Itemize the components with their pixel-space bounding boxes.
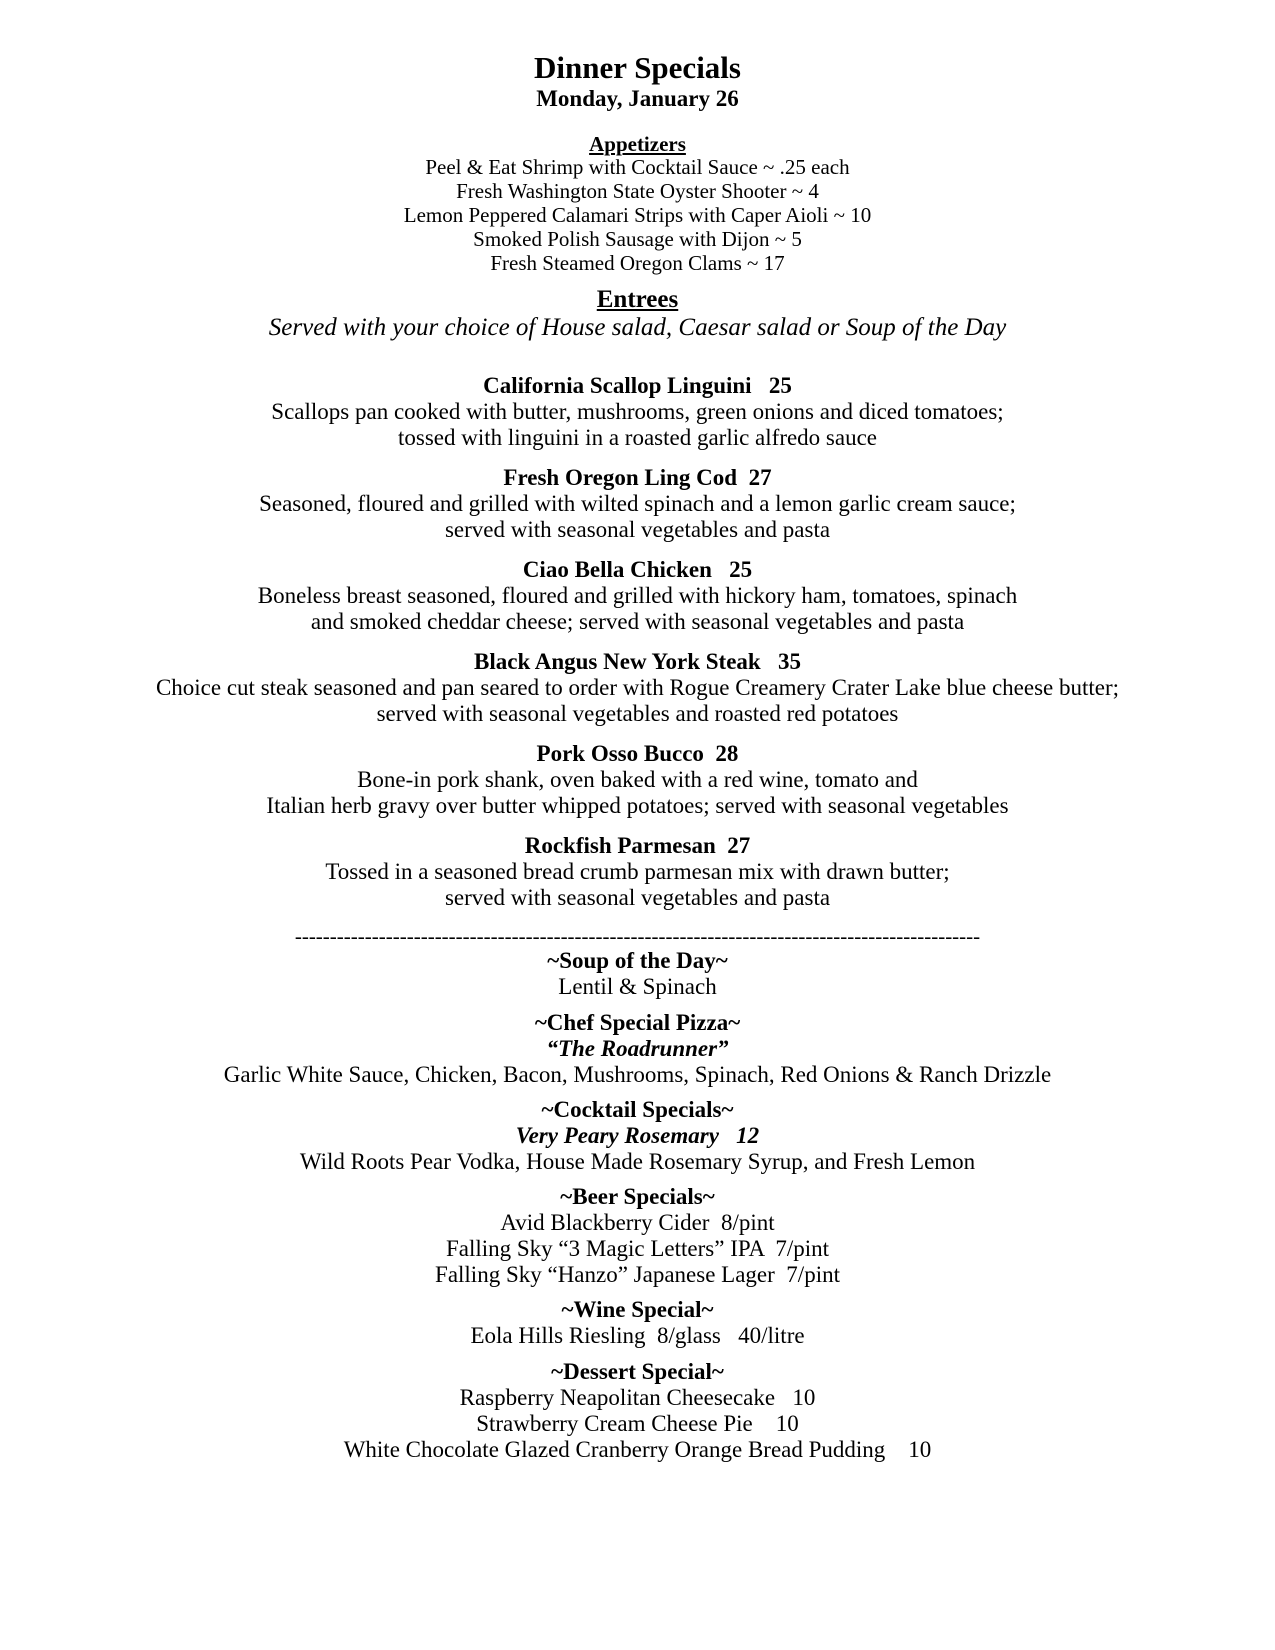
soup-section — [0, 948, 1275, 1000]
entree-description: Seasoned, floured and grilled with wilted spinach and a lemon garlic cream sauce; — [259, 491, 1016, 516]
beer-item: Falling Sky “3 Magic Letters” IPA 7/pint — [445, 1236, 830, 1261]
entree-item — [0, 465, 1275, 543]
pizza-section — [0, 1010, 1275, 1088]
appetizer-item: Peel & Eat Shrimp with Cocktail Sauce ~ .25 each — [425, 155, 850, 179]
entree-description: Scallops pan cooked with butter, mushrooms, green onions and diced tomatoes; — [271, 399, 1004, 424]
entree-item — [0, 373, 1275, 451]
entree-description: Boneless breast seasoned, floured and grilled with hickory ham, tomatoes, spinach — [257, 583, 1018, 608]
dessert-heading: ~Dessert Special~ — [551, 1359, 724, 1384]
appetizer-item: Fresh Washington State Oyster Shooter ~ 4 — [456, 179, 819, 203]
pizza-heading: ~Chef Special Pizza~ — [534, 1010, 741, 1035]
entree-description: tossed with linguini in a roasted garlic alfredo sauce — [397, 425, 878, 450]
cocktail-description: Wild Roots Pear Vodka, House Made Rosemary Syrup, and Fresh Lemon — [299, 1149, 976, 1174]
wine-heading: ~Wine Special~ — [561, 1297, 714, 1322]
entree-description: Choice cut steak seasoned and pan seared to order with Rogue Creamery Crater Lake blue cheese butter; — [155, 675, 1120, 700]
soup-item: Lentil & Spinach — [558, 974, 717, 999]
wine-item: Eola Hills Riesling 8/glass 40/litre — [470, 1323, 805, 1348]
beer-section — [0, 1184, 1275, 1288]
entree-description: served with seasonal vegetables and pasta — [444, 517, 831, 542]
dessert-section — [0, 1359, 1275, 1463]
beer-heading: ~Beer Specials~ — [560, 1184, 715, 1209]
entree-description: and smoked cheddar cheese; served with seasonal vegetables and pasta — [310, 609, 965, 634]
beer-item: Falling Sky “Hanzo” Japanese Lager 7/pint — [435, 1262, 840, 1287]
wine-section — [0, 1297, 1275, 1349]
soup-heading: ~Soup of the Day~ — [547, 948, 728, 973]
dessert-item: Raspberry Neapolitan Cheesecake 10 — [459, 1385, 816, 1410]
entree-item — [0, 649, 1275, 727]
entree-name: Black Angus New York Steak 35 — [474, 649, 801, 674]
entree-name: Pork Osso Bucco 28 — [536, 741, 739, 766]
entree-description: Tossed in a seasoned bread crumb parmesan mix with drawn butter; — [325, 859, 950, 884]
page-title: Dinner Specials — [534, 50, 741, 85]
menu-date: Monday, January 26 — [536, 86, 739, 111]
appetizer-item: Smoked Polish Sausage with Dijon ~ 5 — [473, 227, 802, 251]
cocktail-name: Very Peary Rosemary 12 — [515, 1123, 760, 1148]
entree-name: Fresh Oregon Ling Cod 27 — [503, 465, 772, 490]
entree-item — [0, 741, 1275, 819]
beer-item: Avid Blackberry Cider 8/pint — [500, 1210, 775, 1235]
appetizer-item: Fresh Steamed Oregon Clams ~ 17 — [490, 251, 785, 275]
pizza-description: Garlic White Sauce, Chicken, Bacon, Mushrooms, Spinach, Red Onions & Ranch Drizzle — [223, 1062, 1052, 1087]
entree-name: California Scallop Linguini 25 — [483, 373, 792, 398]
section-divider: -------------------------------------------------------------------------------------------------- — [294, 924, 981, 948]
appetizers-heading: Appetizers — [589, 132, 686, 156]
cocktail-heading: ~Cocktail Specials~ — [541, 1097, 734, 1122]
cocktail-section — [0, 1097, 1275, 1175]
entree-name: Ciao Bella Chicken 25 — [522, 557, 753, 582]
dessert-item: Strawberry Cream Cheese Pie 10 — [476, 1411, 799, 1436]
entree-item — [0, 833, 1275, 911]
entree-description: Italian herb gravy over butter whipped potatoes; served with seasonal vegetables — [266, 793, 1009, 818]
entree-name: Rockfish Parmesan 27 — [524, 833, 751, 858]
entree-description: Bone-in pork shank, oven baked with a red wine, tomato and — [357, 767, 918, 792]
entree-description: served with seasonal vegetables and roasted red potatoes — [376, 701, 899, 726]
pizza-name: “The Roadrunner” — [546, 1036, 729, 1061]
appetizer-item: Lemon Peppered Calamari Strips with Caper Aioli ~ 10 — [403, 203, 872, 227]
dessert-item: White Chocolate Glazed Cranberry Orange Bread Pudding 10 — [343, 1437, 932, 1462]
entree-description: served with seasonal vegetables and pasta — [444, 885, 831, 910]
entrees-note: Served with your choice of House salad, Caesar salad or Soup of the Day — [268, 314, 1007, 341]
entree-item — [0, 557, 1275, 635]
entrees-heading: Entrees — [596, 286, 679, 313]
appetizers-list — [0, 155, 1275, 275]
